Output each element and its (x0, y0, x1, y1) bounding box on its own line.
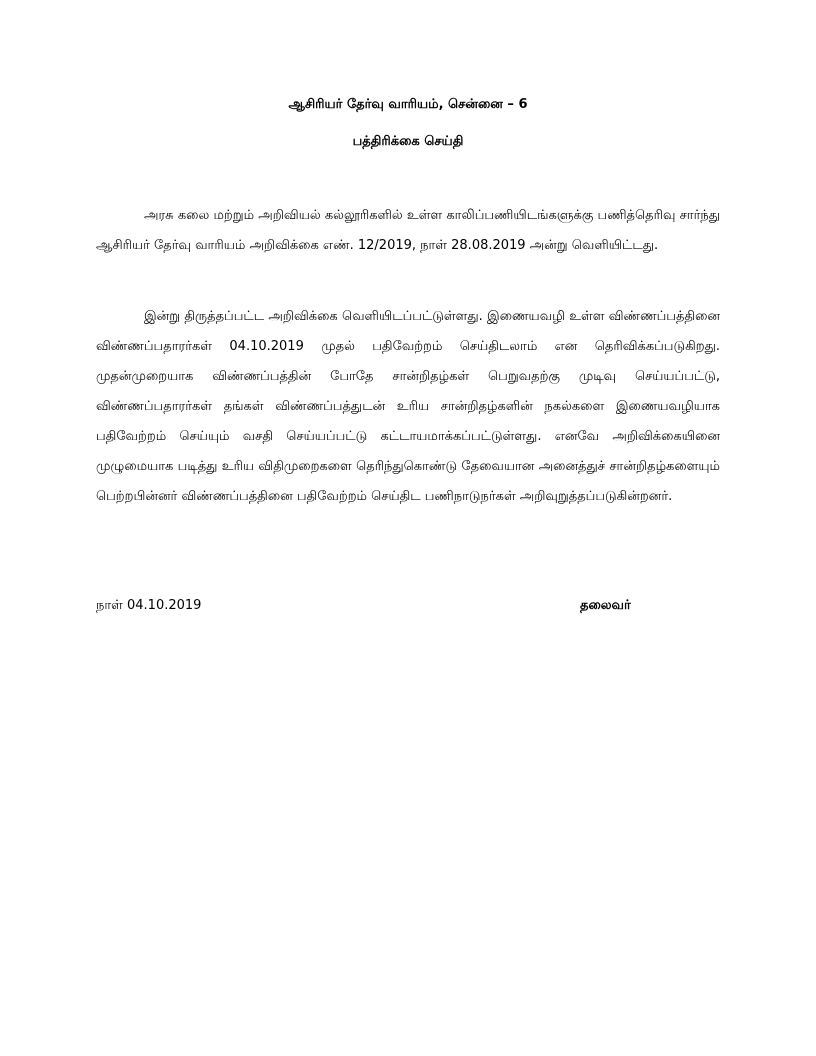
page-title: ஆசிரியர் தேர்வு வாரியம், சென்னை – 6 (288, 97, 528, 112)
page-subtitle: பத்திரிக்கை செய்தி (352, 134, 464, 149)
paragraph-1: அரசு கலை மற்றும் அறிவியல் கல்லூரிகளில் உள்ள காலிப்பணியிடங்களுக்கு பணித்தெரிவு சார்ந்து ஆசிரியர் தேர்வு வாரியம் அறிவிக்கை எண். 12/2019, நாள் 28.08.2019 அன்று வெளியிட்டது. (96, 208, 720, 253)
paragraph-2: இன்று திருத்தப்பட்ட அறிவிக்கை வெளியிடப்பட்டுள்ளது. இணையவழி உள்ள விண்ணப்பத்தினை விண்ணப்பதாரர்கள் 04.10.2019 முதல் பதிவேற்றம் செய்திடலாம் என தெரிவிக்கப்படுகிறது. முதன்முறையாக விண்ணப்பத்தின் போதே சான்றிதழ்கள் பெறுவதற்கு முடிவு செய்யப்பட்டு, விண்ணப்பதாரர்கள் தங்கள் விண்ணப்பத்துடன் உரிய சான்றிதழ்களின் நகல்களை இணையவழியாக பதிவேற்றம் செய்யும் வசதி செய்யப்பட்டு கட்டாயமாக்கப்பட்டுள்ளது. எனவே அறிவிக்கையினை முழுமையாக படித்து உரிய விதிமுறைகளை தெரிந்துகொண்டு தேவையான அனைத்துச் சான்றிதழ்களையும் பெற்றபின்னர் விண்ணப்பத்தினை பதிவேற்றம் செய்திட பணிநாடுநர்கள் அறிவுறுத்தப்படுகின்றனர். (96, 309, 720, 504)
footer-signatory: தலைவர் (580, 598, 631, 613)
footer-date: நாள் 04.10.2019 (96, 598, 202, 613)
